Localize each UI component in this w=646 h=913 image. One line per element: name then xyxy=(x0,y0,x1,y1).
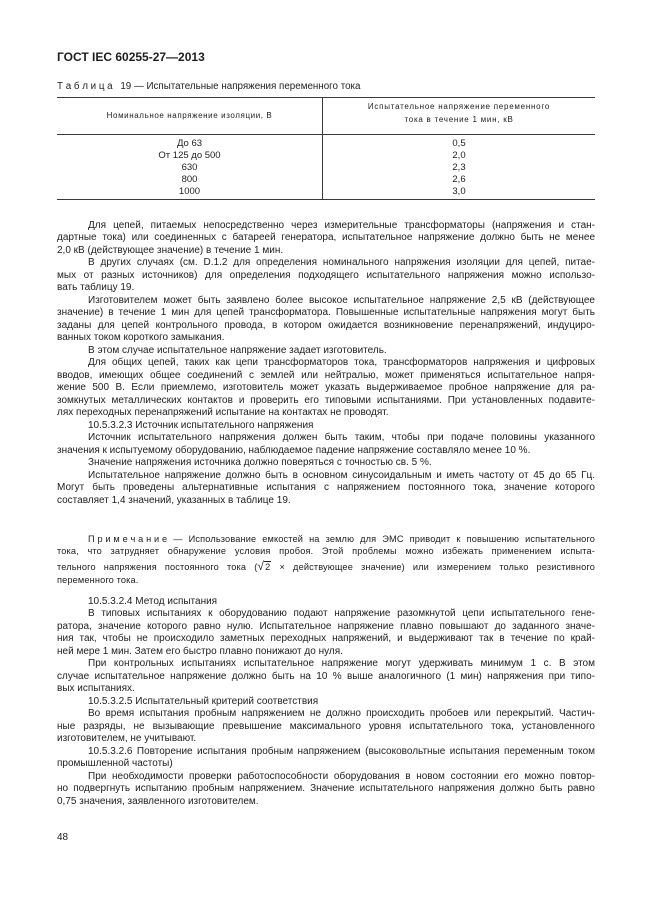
note-text: — Использование емкостей на землю для ЭМС приводит к повышению испытательного xyxy=(173,533,596,544)
table-cell: 3,0 xyxy=(452,186,466,197)
paragraph-line: изготовителем, не учитывают. xyxy=(57,733,197,745)
paragraph-line: Могут быть проведены альтернативные испытания с напряжением постоянного тока, значение которого xyxy=(57,482,595,494)
note-line xyxy=(57,533,595,546)
paragraph-line: При необходимости проверки работоспособности оборудования в новом состоянии его можно повтор- xyxy=(88,770,595,782)
body-text-upper xyxy=(57,220,595,508)
body-text-lower xyxy=(57,596,595,809)
paragraph xyxy=(57,357,595,420)
paragraph xyxy=(57,345,595,358)
paragraph-line: При контрольных испытаниях испытательное напряжение могут удерживать минимум 1 с. В этом xyxy=(88,658,595,670)
paragraph xyxy=(57,658,595,696)
table-caption-text: 19 — Испытательные напряжения переменного тока xyxy=(120,81,361,92)
document-code: ГОСТ IEC 60255-27—2013 xyxy=(57,50,205,64)
paragraph-line: лях переходных перенапряжений испытание на контактах не проводят. xyxy=(57,407,389,419)
paragraph-line: ные разряды, не вызывающие превышение максимального уровня испытательного тока, установленного xyxy=(57,720,595,732)
table-caption-label: Т а б л и ц а xyxy=(57,81,113,92)
paragraph-line: составляет 1,4 значений, указанных в таблице 19. xyxy=(57,494,291,506)
paragraph-line: заданы для цепей контрольного провода, в котором ожидается возникновение перенапряжений, индуциро- xyxy=(57,319,595,331)
test-voltage-table xyxy=(57,97,595,200)
section-heading: 10.5.3.2.5 Испытательный критерий соответствия xyxy=(88,695,319,707)
paragraph xyxy=(57,457,595,470)
section-heading: 10.5.3.2.3 Источник испытательного напряжения xyxy=(88,419,314,431)
paragraph-line: случае испытательное напряжение должно быть на 10 % выше аналогичного (1 мин) напряжения при типо- xyxy=(57,670,595,682)
paragraph-line: ния так, чтобы не происходило заметных переходных напряжений, и выдерживают так в течение по край- xyxy=(57,633,595,645)
paragraph-line: 0,75 значения, заявленного изготовителем. xyxy=(57,795,259,807)
paragraph xyxy=(57,708,595,746)
paragraph-line: Для общих цепей, таких как цепи трансформаторов тока, трансформаторов напряжения и цифровых xyxy=(88,357,595,369)
table-cell: 2,0 xyxy=(452,150,466,161)
paragraph-line: Источник испытательного напряжения должен быть таким, чтобы при подаче половины указанного xyxy=(88,432,595,444)
section-heading xyxy=(57,746,595,771)
table-cell: 0,5 xyxy=(452,138,466,149)
paragraph-line: вать таблицу 19. xyxy=(57,282,135,294)
table-rule-bottom xyxy=(57,199,595,200)
paragraph-line: Испытательное напряжение должно быть в основном синусоидальным и иметь частоту от 45 до 65 Гц. xyxy=(88,469,595,481)
paragraph-line: Изготовителем может быть заявлено более высокое испытательное напряжение 2,5 кВ (действующее xyxy=(88,294,595,306)
paragraph xyxy=(57,771,595,809)
section-heading: 10.5.3.2.4 Метод испытания xyxy=(88,595,218,607)
section-heading-line: 10.5.3.2.6 Повторение испытания пробным напряжением (высоковольтные испытания переменным током xyxy=(88,745,595,757)
note-label: П р и м е ч а н и е xyxy=(88,533,168,544)
note xyxy=(57,533,595,587)
paragraph-line: зомкнутых металлических контактов и проверить его типовыми испытаниями. При установленных подавите- xyxy=(57,394,595,406)
table-header-text: тока в течение 1 мин, кВ xyxy=(404,114,514,124)
paragraph-line: мых от разных источников) для определения подходящего испытательного напряжения можно использо- xyxy=(57,269,595,281)
paragraph-line: значение) в течение 1 мин для цепей трансформатора. Повышенные испытательные напряжения могут быть xyxy=(57,307,595,319)
paragraph-line: но подвергнуть испытанию пробным напряжением. Значение испытательного напряжения должно быть равно xyxy=(57,783,595,795)
paragraph-line: Во время испытания пробным напряжением не должно происходить пробоев или перекрытий. Частич- xyxy=(88,708,595,720)
table-cell: До 63 xyxy=(176,138,203,149)
table-header-text: Испытательное напряжение переменного xyxy=(367,102,551,111)
table-cell: 2,6 xyxy=(452,174,466,185)
section-heading-line: промышленной частоты) xyxy=(57,758,173,770)
note-line xyxy=(57,561,595,574)
paragraph-line: ратора, значение которого равно нулю. Испытательное напряжение плавно повышают до заданного значе- xyxy=(57,620,595,632)
note-line: тока, что затрудняет обнаружение условия пробоя. Этой проблемы можно избежать применением испыта- xyxy=(57,546,595,557)
paragraph xyxy=(57,257,595,295)
paragraph xyxy=(57,220,595,258)
square-root-formula xyxy=(257,561,271,572)
paragraph-line: жение 500 В. Если приемлемо, изготовитель может указать выдерживаемое пробное напряжение для ра- xyxy=(57,382,595,394)
table-cell: От 125 до 500 xyxy=(158,150,221,161)
paragraph xyxy=(57,432,595,457)
radical-sign: √ xyxy=(257,559,265,574)
paragraph-line: Для цепей, питаемых непосредственно через измерительные трансформаторы (напряжения и стан- xyxy=(88,219,595,231)
table-cell: 630 xyxy=(181,162,198,173)
paragraph-line: В типовых испытаниях к оборудованию подают напряжение разомкнутой цепи испытательного гене- xyxy=(88,608,595,620)
paragraph xyxy=(57,295,595,345)
paragraph-line: ванных током короткого замыкания. xyxy=(57,332,225,344)
table-column-rated-voltage xyxy=(57,135,322,199)
paragraph-line: значения к испытуемому оборудованию, наблюдаемое падение напряжение составляло менее 10 %. xyxy=(57,444,531,456)
paragraph-line: вых испытаниях. xyxy=(57,683,135,695)
radicand: 2 xyxy=(265,562,271,573)
table-header-test-voltage xyxy=(323,98,595,134)
paragraph-line: дартные тока) или соединенных с батареей генератора, испытательное напряжение должно быть не менее xyxy=(57,232,595,244)
table-caption xyxy=(57,81,360,93)
table-header-text: Номинальное напряжение изоляции, В xyxy=(106,111,273,120)
paragraph-line: Значение напряжения источника должно поверяться с точностью св. 5 %. xyxy=(88,457,432,469)
table-cell: 1000 xyxy=(178,186,201,197)
paragraph-line: ней мере 1 мин. Затем его быстро плавно понижают до нуля. xyxy=(57,645,343,657)
paragraph-line: 2,0 кВ (действующее значение) в течение 1 мин. xyxy=(57,244,284,256)
paragraph-line: вводов, имеющих общее соединений с землей или нейтралью, может применяться испытательное напря- xyxy=(57,369,595,381)
table-cell: 800 xyxy=(181,174,198,185)
paragraph xyxy=(57,608,595,658)
note-line: переменного тока. xyxy=(57,574,139,585)
table-header-rated-voltage xyxy=(57,98,322,134)
table-column-test-voltage xyxy=(323,135,595,199)
page-number: 48 xyxy=(57,832,69,843)
paragraph xyxy=(57,470,595,508)
paragraph-line: В других случаях (см. D.1.2 для определения номинального напряжения изоляции для цепей, питае- xyxy=(88,257,595,269)
table-cell: 2,3 xyxy=(452,162,466,173)
note-text: тельного напряжения постоянного тока ( xyxy=(57,562,258,573)
paragraph-line: В этом случае испытательное напряжение задает изготовитель. xyxy=(88,344,387,356)
note-text: × действующее значение) или измерением только резистивного xyxy=(279,562,595,573)
